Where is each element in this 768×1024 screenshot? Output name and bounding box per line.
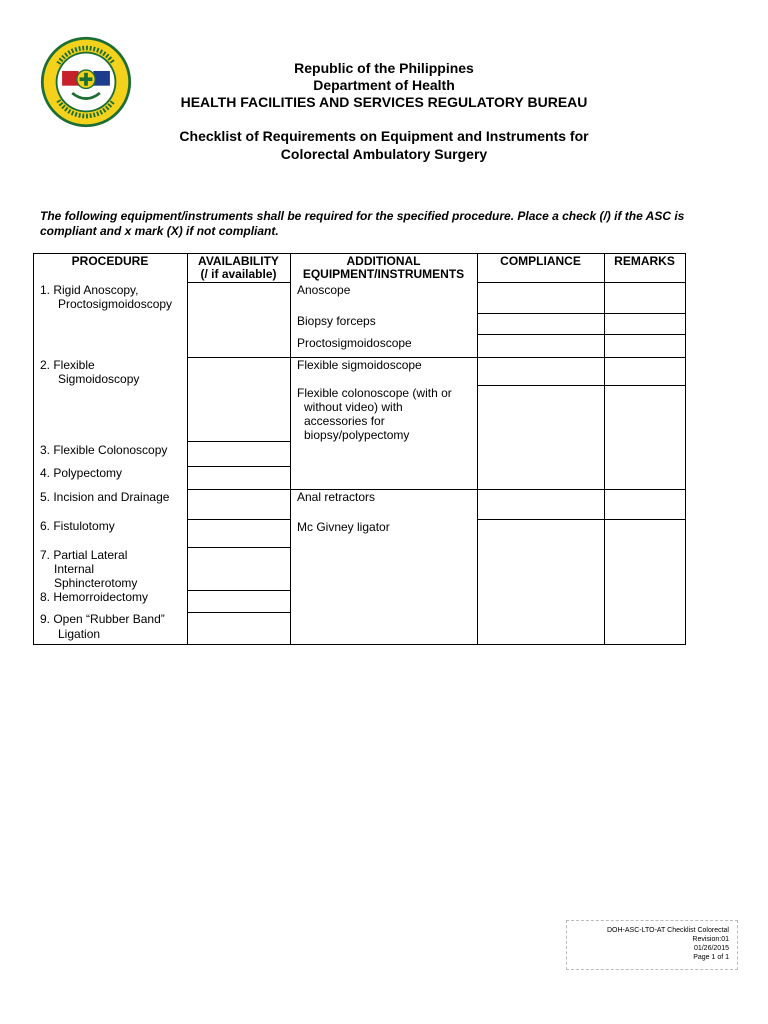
procedure-2-line1: 2. Flexible <box>40 358 95 372</box>
availability-cell-4[interactable] <box>188 467 289 488</box>
equipment-proctosigmoidoscope: Proctosigmoidoscope <box>297 336 412 350</box>
equipment-colonoscope-line1: Flexible colonoscope (with or <box>297 386 452 400</box>
header-compliance: COMPLIANCE <box>500 254 581 268</box>
remarks-cell-mc-givney-ligator[interactable] <box>605 520 684 643</box>
header-additional: ADDITIONAL <box>346 254 421 268</box>
equipment-colonoscope-line2: without video) with <box>304 400 403 414</box>
procedure-2-line2: Sigmoidoscopy <box>58 372 140 386</box>
availability-cell-7[interactable] <box>188 548 289 589</box>
procedure-9-line2: Ligation <box>58 627 101 641</box>
procedure-5: 5. Incision and Drainage <box>40 490 170 504</box>
procedure-9-line1: 9. Open “Rubber Band” <box>40 612 165 626</box>
compliance-cell-colonoscope[interactable] <box>478 386 603 488</box>
header-availability-sub: (/ if available) <box>200 267 277 281</box>
footer-page: Page 1 of 1 <box>693 954 729 961</box>
procedure-4: 4. Polypectomy <box>40 466 123 480</box>
compliance-cell-anal-retractors[interactable] <box>478 490 603 518</box>
footer-date: 01/26/2015 <box>693 945 729 952</box>
header-procedure: PROCEDURE <box>71 254 149 268</box>
compliance-cell-proctosigmoidoscope[interactable] <box>478 335 603 356</box>
availability-cell-8[interactable] <box>188 591 289 611</box>
equipment-colonoscope-line4: biopsy/polypectomy <box>304 428 410 442</box>
availability-cell-2[interactable] <box>188 358 289 440</box>
remarks-cell-flexible-sigmoidoscope[interactable] <box>605 358 684 384</box>
instructions-text: The following equipment/instruments shall be required for the specified procedure. Place a check (/) if the ASC is compliant and x mark (X) if not compliant. <box>40 209 685 238</box>
compliance-cell-flexible-sigmoidoscope[interactable] <box>478 358 603 384</box>
availability-cell-3[interactable] <box>188 442 289 465</box>
procedure-7-line3: Sphincterotomy <box>54 576 138 590</box>
header-bureau: HEALTH FACILITIES AND SERVICES REGULATORY BUREAU <box>180 94 588 110</box>
procedure-6: 6. Fistulotomy <box>40 519 115 533</box>
header-department: Department of Health <box>313 77 455 93</box>
procedure-1-line1: 1. Rigid Anoscopy, <box>40 283 139 297</box>
remarks-cell-anal-retractors[interactable] <box>605 490 684 518</box>
checklist-title-line1: Checklist of Requirements on Equipment and Instruments for <box>179 128 589 144</box>
equipment-anal-retractors: Anal retractors <box>297 490 376 504</box>
header-remarks: REMARKS <box>614 254 675 268</box>
remarks-cell-biopsy-forceps[interactable] <box>605 314 684 333</box>
compliance-cell-mc-givney-ligator[interactable] <box>478 520 603 643</box>
remarks-cell-proctosigmoidoscope[interactable] <box>605 335 684 356</box>
equipment-anoscope: Anoscope <box>297 283 351 297</box>
procedure-1-line2: Proctosigmoidoscopy <box>58 297 173 311</box>
header-equipment-instruments: EQUIPMENT/INSTRUMENTS <box>302 267 465 281</box>
equipment-colonoscope-line3: accessories for <box>304 414 385 428</box>
compliance-cell-anoscope[interactable] <box>478 283 603 312</box>
equipment-biopsy-forceps: Biopsy forceps <box>297 314 376 328</box>
header-republic: Republic of the Philippines <box>294 60 474 76</box>
availability-cell-6[interactable] <box>188 520 289 546</box>
remarks-cell-colonoscope[interactable] <box>605 386 684 488</box>
availability-cell-1[interactable] <box>188 283 289 356</box>
checklist-title-line2: Colorectal Ambulatory Surgery <box>280 146 488 162</box>
equipment-mc-givney-ligator: Mc Givney ligator <box>297 520 390 534</box>
remarks-cell-anoscope[interactable] <box>605 283 684 312</box>
footer-revision: Revision:01 <box>692 936 729 943</box>
procedure-7-line1: 7. Partial Lateral <box>40 548 128 562</box>
procedure-3: 3. Flexible Colonoscopy <box>40 443 168 457</box>
procedure-8: 8. Hemorroidectomy <box>40 590 149 604</box>
procedure-7-line2: Internal <box>54 562 95 576</box>
availability-cell-5[interactable] <box>188 490 289 518</box>
compliance-cell-biopsy-forceps[interactable] <box>478 314 603 333</box>
equipment-flexible-sigmoidoscope: Flexible sigmoidoscope <box>297 358 422 372</box>
header-availability: AVAILABILITY <box>198 254 279 268</box>
availability-cell-9[interactable] <box>188 613 289 643</box>
document-footer <box>566 920 738 970</box>
footer-doc-id: DOH-ASC-LTO-AT Checklist Colorectal <box>606 927 729 934</box>
